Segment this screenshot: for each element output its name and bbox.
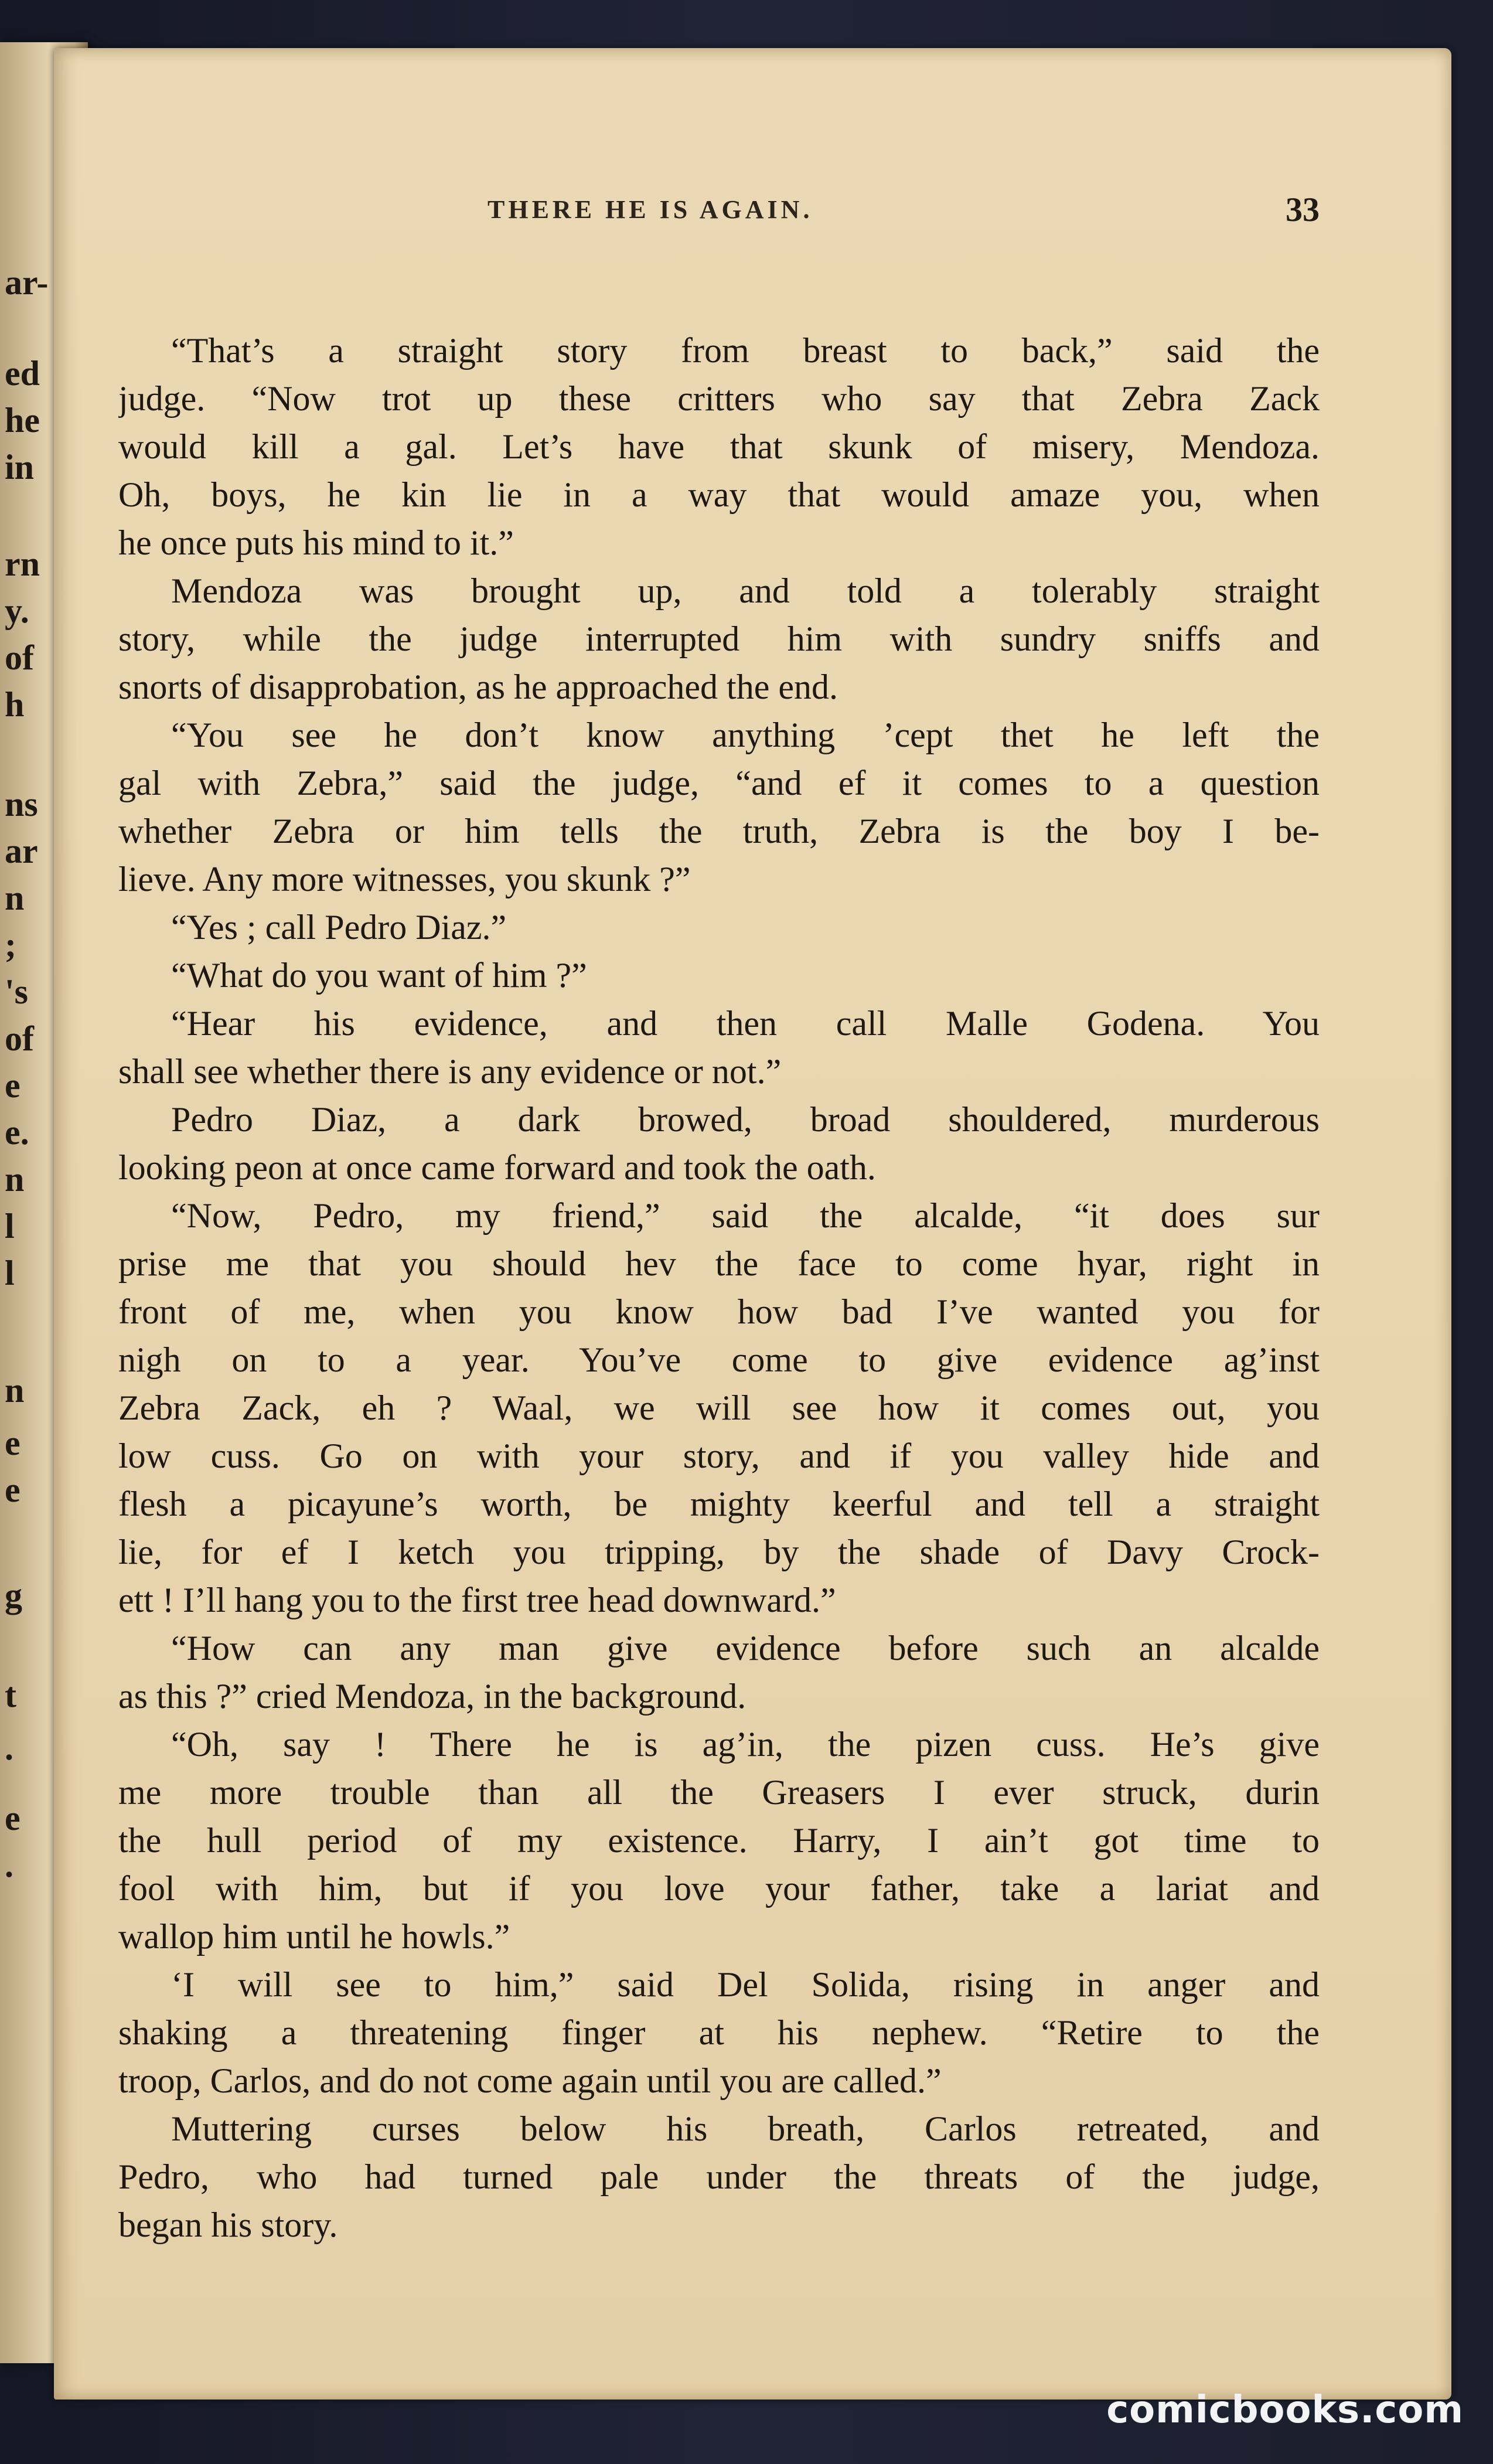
left-fragment: n <box>5 879 25 917</box>
left-fragment: e <box>5 1066 21 1105</box>
text-line: gal with Zebra,” said the judge, “and ef it comes to a question <box>118 764 1320 802</box>
text-line: as this ?” cried Mendoza, in the background. <box>118 1677 746 1716</box>
left-fragment: ; <box>5 925 16 964</box>
running-head <box>54 190 1451 241</box>
text-line: lieve. Any more witnesses, you skunk ?” <box>118 860 691 899</box>
left-fragment: e <box>5 1471 21 1509</box>
text-line: “What do you want of him ?” <box>171 956 587 995</box>
text-line: me more trouble than all the Greasers I ever struck, durin <box>118 1773 1320 1812</box>
left-fragment: l <box>5 1254 15 1292</box>
text-line: wallop him until he howls.” <box>118 1917 510 1956</box>
site-watermark: comicbooks.com <box>1106 2388 1464 2432</box>
left-fragment: . <box>5 1846 13 1884</box>
left-fragment: g <box>5 1576 22 1615</box>
left-fragment: t <box>5 1676 16 1714</box>
left-fragment: ar- <box>5 263 49 302</box>
left-fragment: y. <box>5 591 29 630</box>
left-fragment: rn <box>5 544 40 583</box>
left-fragment: l <box>5 1207 15 1245</box>
text-line: Mendoza was brought up, and told a tolerably straight <box>171 571 1320 610</box>
text-line: “That’s a straight story from breast to back,” said the <box>171 331 1320 370</box>
left-fragment: ed <box>5 354 40 393</box>
text-line: snorts of disapprobation, as he approached the end. <box>118 668 838 706</box>
text-line: lie, for ef I ketch you tripping, by the shade of Davy Crock- <box>118 1533 1320 1571</box>
left-fragment: h <box>5 685 25 724</box>
text-line: prise me that you should hev the face to come hyar, right in <box>118 1244 1320 1283</box>
text-line: would kill a gal. Let’s have that skunk of misery, Mendoza. <box>118 427 1320 466</box>
text-line: the hull period of my existence. Harry, I ain’t got time to <box>118 1821 1320 1860</box>
text-line: ‘I will see to him,” said Del Solida, rising in anger and <box>171 1965 1320 2004</box>
text-line: Zebra Zack, eh ? Waal, we will see how it comes out, you <box>118 1388 1320 1427</box>
text-line: “Now, Pedro, my friend,” said the alcalde, “it does sur <box>171 1196 1320 1235</box>
text-line: “You see he don’t know anything ’cept thet he left the <box>171 716 1320 754</box>
left-fragment: 's <box>5 972 29 1011</box>
text-line: Muttering curses below his breath, Carlos retreated, and <box>171 2109 1320 2148</box>
page-body-text <box>118 326 1320 2249</box>
text-line: front of me, when you know how bad I’ve wanted you for <box>118 1292 1320 1331</box>
text-line: Oh, boys, he kin lie in a way that would amaze you, when <box>118 475 1320 514</box>
text-line: ett ! I’ll hang you to the first tree head downward.” <box>118 1581 836 1619</box>
left-fragment: n <box>5 1371 25 1410</box>
text-line: judge. “Now trot up these critters who say that Zebra Zack <box>118 379 1320 418</box>
text-line: he once puts his mind to it.” <box>118 523 514 562</box>
text-line: began his story. <box>118 2206 338 2244</box>
left-fragment: ar <box>5 832 38 870</box>
running-head-title: THERE HE IS AGAIN. <box>488 195 813 224</box>
left-fragment: n <box>5 1160 25 1199</box>
text-line: nigh on to a year. You’ve come to give evidence ag’inst <box>118 1340 1320 1379</box>
text-line: “Hear his evidence, and then call Malle Godena. You <box>171 1004 1320 1043</box>
left-fragment: . <box>5 1728 13 1767</box>
text-line: shaking a threatening finger at his nephew. “Retire to the <box>118 2013 1320 2052</box>
text-line: flesh a picayune’s worth, be mighty keerful and tell a straight <box>118 1485 1320 1523</box>
text-line: fool with him, but if you love your father, take a lariat and <box>118 1869 1320 1908</box>
page-number: 33 <box>1286 190 1320 229</box>
left-fragment: ns <box>5 785 38 823</box>
text-line: “How can any man give evidence before such an alcalde <box>171 1629 1320 1667</box>
left-fragment: in <box>5 448 35 486</box>
text-line: shall see whether there is any evidence or not.” <box>118 1052 782 1091</box>
text-line: Pedro, who had turned pale under the threats of the judge, <box>118 2157 1320 2196</box>
text-line: whether Zebra or him tells the truth, Zebra is the boy I be- <box>118 812 1320 850</box>
text-line: low cuss. Go on with your story, and if you valley hide and <box>118 1437 1320 1475</box>
text-line: story, while the judge interrupted him with sundry sniffs and <box>118 620 1320 658</box>
text-line: “Oh, say ! There he is ag’in, the pizen cuss. He’s give <box>171 1725 1320 1764</box>
left-fragment: e. <box>5 1113 29 1152</box>
left-fragment: of <box>5 1019 34 1058</box>
book-page <box>54 48 1451 2400</box>
text-line: looking peon at once came forward and took the oath. <box>118 1148 876 1187</box>
text-line: “Yes ; call Pedro Diaz.” <box>171 908 507 947</box>
text-line: Pedro Diaz, a dark browed, broad shouldered, murderous <box>171 1100 1320 1139</box>
left-fragment: e <box>5 1799 21 1837</box>
left-fragment: of <box>5 638 34 677</box>
text-line: troop, Carlos, and do not come again until you are called.” <box>118 2061 942 2100</box>
left-fragment: e <box>5 1424 21 1462</box>
left-fragment: he <box>5 401 40 440</box>
